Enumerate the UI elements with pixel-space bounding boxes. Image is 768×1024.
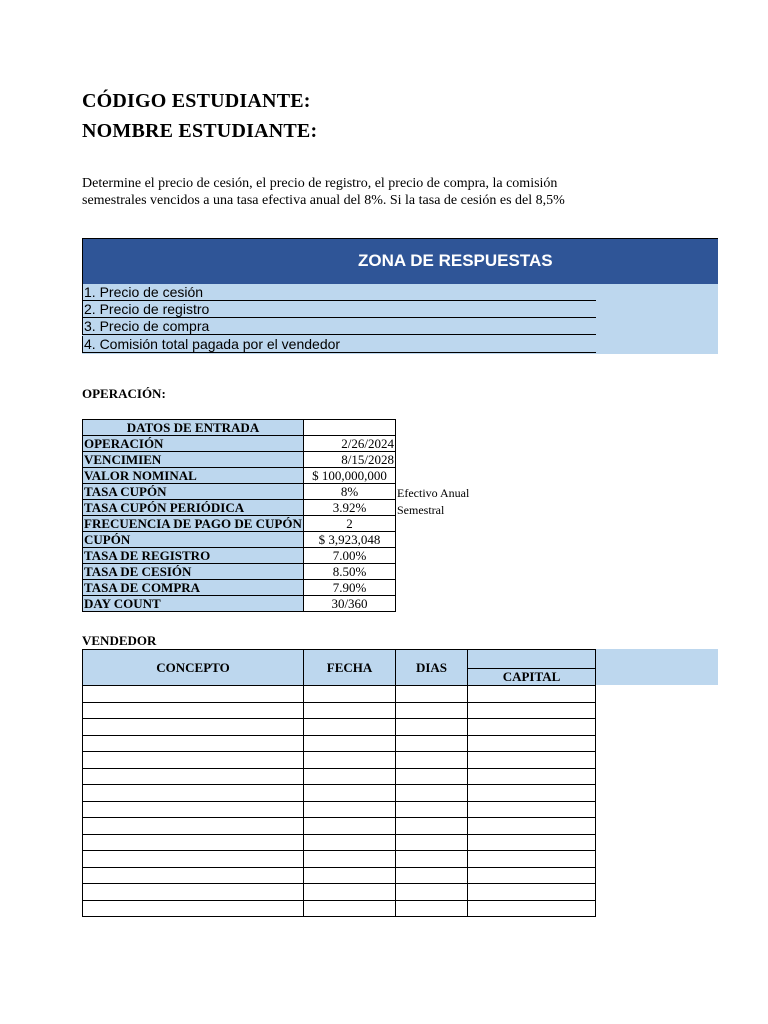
table-row	[83, 867, 596, 884]
cell-dias[interactable]	[396, 851, 468, 868]
cell-capital[interactable]	[468, 834, 596, 851]
answer-zone-title: ZONA DE RESPUESTAS	[358, 251, 553, 270]
cell-concepto[interactable]	[83, 818, 304, 835]
value-valor-nominal[interactable]: $ 100,000,000	[304, 468, 396, 484]
cell-fecha[interactable]	[304, 686, 396, 703]
cell-fecha[interactable]	[304, 768, 396, 785]
cell-dias[interactable]	[396, 834, 468, 851]
row-label-vencimiento: VENCIMIEN	[83, 452, 304, 468]
cell-concepto[interactable]	[83, 801, 304, 818]
cell-concepto[interactable]	[83, 884, 304, 901]
row-label-tasa-cupon: TASA CUPÓN	[83, 484, 304, 500]
col-dias: DIAS	[396, 650, 468, 686]
cell-dias[interactable]	[396, 900, 468, 917]
cell-concepto[interactable]	[83, 702, 304, 719]
row-label-frecuencia: FRECUENCIA DE PAGO DE CUPÓN	[84, 516, 302, 531]
vendedor-table	[82, 649, 596, 917]
row-label-tasa-cupon-periodica: TASA CUPÓN PERIÓDICA	[83, 500, 304, 516]
cell-dias[interactable]	[396, 818, 468, 835]
cell-fecha[interactable]	[304, 834, 396, 851]
table-row	[83, 834, 596, 851]
cell-dias[interactable]	[396, 752, 468, 769]
cell-fecha[interactable]	[304, 900, 396, 917]
operacion-label: OPERACIÓN:	[82, 386, 166, 401]
instructions-line-1: Determine el precio de cesión, el precio de registro, el precio de compra, la comisión	[82, 176, 558, 191]
cell-capital[interactable]	[468, 900, 596, 917]
table-row	[83, 801, 596, 818]
cell-capital[interactable]	[468, 818, 596, 835]
cell-dias[interactable]	[396, 768, 468, 785]
answer-row-precio-registro[interactable]: 2. Precio de registro	[82, 301, 596, 318]
table-row	[83, 851, 596, 868]
cell-concepto[interactable]	[83, 900, 304, 917]
datos-entrada-header-blank	[304, 420, 396, 436]
table-row	[83, 686, 596, 703]
datos-entrada-table	[82, 419, 396, 612]
cell-dias[interactable]	[396, 719, 468, 736]
table-row	[83, 719, 596, 736]
answer-row-precio-compra[interactable]: 3. Precio de compra	[82, 318, 596, 335]
table-row	[83, 900, 596, 917]
cell-fecha[interactable]	[304, 851, 396, 868]
cell-fecha[interactable]	[304, 801, 396, 818]
codigo-estudiante-heading: CÓDIGO ESTUDIANTE:	[82, 90, 311, 112]
cell-fecha[interactable]	[304, 735, 396, 752]
table-row	[83, 702, 596, 719]
cell-dias[interactable]	[396, 884, 468, 901]
cell-capital[interactable]	[468, 702, 596, 719]
cell-capital[interactable]	[468, 884, 596, 901]
table-row	[83, 735, 596, 752]
cell-dias[interactable]	[396, 785, 468, 802]
instructions-line-2: semestrales vencidos a una tasa efectiva anual del 8%. Si la tasa de cesión es del 8,5%	[82, 193, 565, 208]
cell-fecha[interactable]	[304, 884, 396, 901]
cell-capital[interactable]	[468, 752, 596, 769]
cell-capital[interactable]	[468, 735, 596, 752]
cell-concepto[interactable]	[83, 768, 304, 785]
cell-capital[interactable]	[468, 719, 596, 736]
vendedor-label: VENDEDOR	[82, 633, 157, 648]
value-tasa-cupon[interactable]: 8%	[304, 484, 396, 500]
row-label-tasa-compra: TASA DE COMPRA	[83, 580, 304, 596]
value-tasa-registro[interactable]: 7.00%	[304, 548, 396, 564]
row-label-operacion: OPERACIÓN	[83, 436, 304, 452]
vendedor-header-fill	[596, 649, 718, 685]
cell-fecha[interactable]	[304, 719, 396, 736]
value-tasa-cupon-periodica[interactable]: 3.92%	[304, 500, 396, 516]
cell-concepto[interactable]	[83, 785, 304, 802]
cell-capital[interactable]	[468, 686, 596, 703]
cell-capital[interactable]	[468, 785, 596, 802]
cell-dias[interactable]	[396, 686, 468, 703]
cell-capital[interactable]	[468, 851, 596, 868]
value-vencimiento[interactable]: 8/15/2028	[304, 452, 396, 468]
cell-fecha[interactable]	[304, 818, 396, 835]
cell-dias[interactable]	[396, 801, 468, 818]
table-row	[83, 785, 596, 802]
cell-fecha[interactable]	[304, 785, 396, 802]
nombre-estudiante-heading: NOMBRE ESTUDIANTE:	[82, 120, 318, 142]
row-label-valor-nominal: VALOR NOMINAL	[83, 468, 304, 484]
col-capital: CAPITAL	[468, 669, 596, 686]
cell-concepto[interactable]	[83, 719, 304, 736]
cell-fecha[interactable]	[304, 752, 396, 769]
vendedor-table-wrap	[82, 649, 596, 917]
cell-concepto[interactable]	[83, 834, 304, 851]
cell-concepto[interactable]	[83, 752, 304, 769]
cell-concepto[interactable]	[83, 686, 304, 703]
cell-concepto[interactable]	[83, 735, 304, 752]
row-label-tasa-registro: TASA DE REGISTRO	[83, 548, 304, 564]
cell-dias[interactable]	[396, 867, 468, 884]
note-efectivo-anual: Efectivo Anual	[397, 486, 470, 500]
value-tasa-cesion[interactable]: 8.50%	[304, 564, 396, 580]
answer-row-precio-cesion[interactable]: 1. Precio de cesión	[82, 284, 596, 301]
col-capital-top	[468, 650, 596, 669]
row-label-tasa-cesion: TASA DE CESIÓN	[83, 564, 304, 580]
value-cupon[interactable]: $ 3,923,048	[304, 532, 396, 548]
cell-fecha[interactable]	[304, 867, 396, 884]
cell-concepto[interactable]	[83, 867, 304, 884]
vendedor-body	[83, 686, 596, 917]
value-operacion[interactable]: 2/26/2024	[304, 436, 396, 452]
table-row	[83, 768, 596, 785]
cell-concepto[interactable]	[83, 851, 304, 868]
cell-capital[interactable]	[468, 801, 596, 818]
table-row	[83, 818, 596, 835]
row-label-cupon: CUPÓN	[83, 532, 304, 548]
cell-dias[interactable]	[396, 702, 468, 719]
value-day-count[interactable]: 30/360	[304, 596, 396, 612]
col-concepto: CONCEPTO	[83, 650, 304, 686]
value-frecuencia[interactable]: 2	[304, 516, 396, 532]
cell-dias[interactable]	[396, 735, 468, 752]
table-row	[83, 752, 596, 769]
col-fecha: FECHA	[304, 650, 396, 686]
row-label-day-count: DAY COUNT	[83, 596, 304, 612]
note-semestral: Semestral	[397, 503, 445, 517]
cell-capital[interactable]	[468, 867, 596, 884]
table-row	[83, 884, 596, 901]
answer-zone-banner	[82, 238, 718, 284]
cell-fecha[interactable]	[304, 702, 396, 719]
value-tasa-compra[interactable]: 7.90%	[304, 580, 396, 596]
datos-entrada-header: DATOS DE ENTRADA	[83, 420, 304, 436]
answer-row-comision[interactable]: 4. Comisión total pagada por el vendedor	[82, 336, 596, 353]
cell-capital[interactable]	[468, 768, 596, 785]
